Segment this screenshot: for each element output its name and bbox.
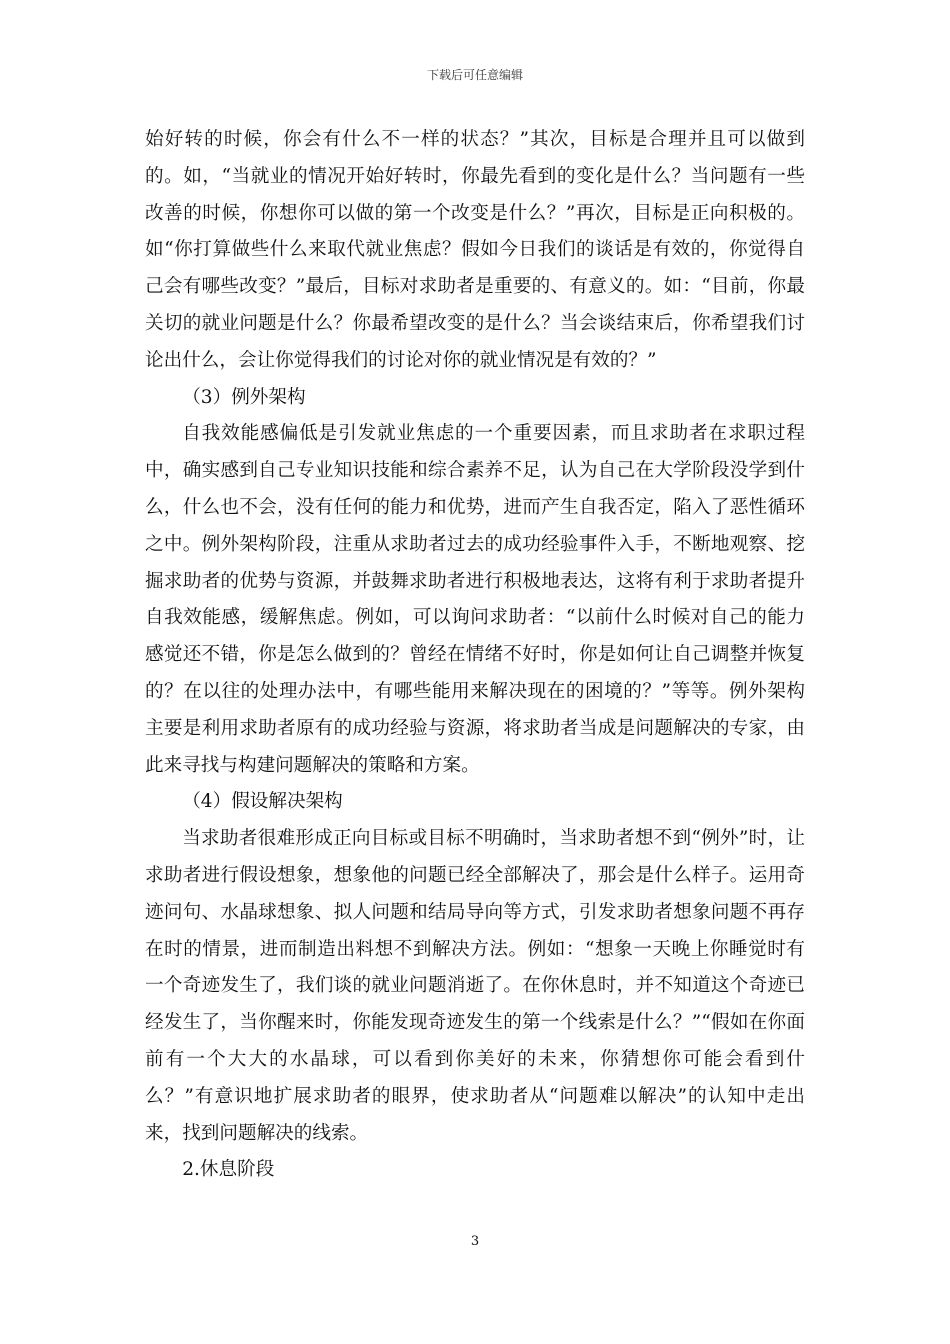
section-heading-exception-framework: （3）例外架构 bbox=[182, 386, 306, 408]
section-heading-hypothetical-solution: （4）假设解决架构 bbox=[182, 791, 343, 813]
section-heading-rest-stage: 2.休息阶段 bbox=[182, 1159, 275, 1181]
paragraph-exception-framework: 自我效能感偏低是引发就业焦虑的一个重要因素，而且求助者在求职过程中，确实感到自己专业知识技能和综合素养不足，认为自己在大学阶段没学到什么，什么也不会，没有任何的能力和优势，进而产生自我否定，陷入了恶性循环之中。例外架构阶段，注重从求助者过去的成功经验事件入手，不断地观察、挖掘求助者的优势与资源，并鼓舞求助者进行积极地表达，这将有利于求助者提升自我效能感，缓解焦虑。例如，可以询问求助者：“以前什么时候对自己的能力感觉还不错，你是怎么做到的？曾经在情绪不好时，你是如何让自己调整并恢复的？在以往的处理办法中，有哪些能用来解决现在的困境的？”等等。例外架构主要是利用求助者原有的成功经验与资源，将求助者当成是问题解决的专家，由此来寻找与构建问题解决的策略和方案。 bbox=[145, 423, 805, 776]
paragraph-hypothetical-solution: 当求助者很难形成正向目标或目标不明确时，当求助者想不到“例外”时，让求助者进行假设想象，想象他的问题已经全部解决了，那会是什么样子。运用奇迹问句、水晶球想象、拟人问题和结局导向等方式，引发求助者想象问题不再存在时的情景，进而制造出料想不到解决方法。例如：“想象一天晚上你睡觉时有一个奇迹发生了，我们谈的就业问题消逝了。在你休息时，并不知道这个奇迹已经发生了，当你醒来时，你能发现奇迹发生的第一个线索是什么？”“假如在你面前有一个大大的水晶球，可以看到你美好的未来，你猜想你可能会看到什么？”有意识地扩展求助者的眼界，使求助者从“问题难以解决”的认知中走出来，找到问题解决的线索。 bbox=[145, 828, 805, 1144]
document-body bbox=[145, 122, 805, 1189]
page-number: 3 bbox=[470, 1234, 480, 1249]
paragraph-continuation: 始好转的时候，你会有什么不一样的状态？”其次，目标是合理并且可以做到的。如，“当就业的情况开始好转时，你最先看到的变化是什么？当问题有一些改善的时候，你想你可以做的第一个改变是什么？”再次，目标是正向积极的。如“你打算做些什么来取代就业焦虑？假如今日我们的谈话是有效的，你觉得自己会有哪些改变？”最后，目标对求助者是重要的、有意义的。如：“目前，你最关切的就业问题是什么？你最希望改变的是什么？当会谈结束后，你希望我们讨论出什么，会让你觉得我们的讨论对你的就业情况是有效的？” bbox=[145, 129, 805, 371]
page-header: 下载后可任意编辑 bbox=[426, 68, 523, 82]
